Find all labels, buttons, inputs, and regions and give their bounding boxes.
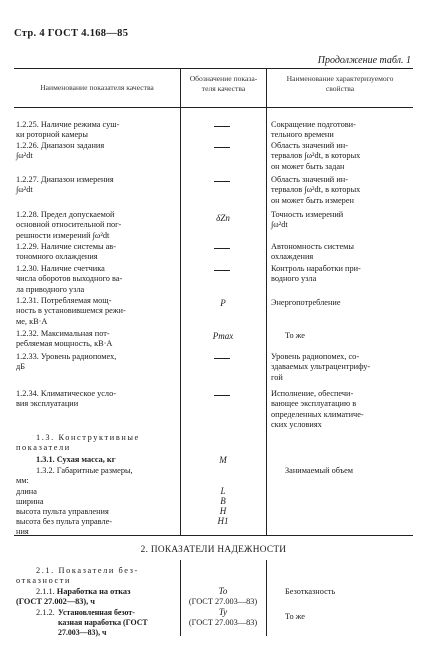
- row-property: Исполнение, обеспечи- вающее эксплуатацию в определенных климатиче- ских условиях: [271, 389, 364, 430]
- row-name: 1.2.32. Максимальная пот- ребляемая мощность, кВ·А: [16, 329, 113, 349]
- row-name: 1.2.33. Уровень радиопомех, дБ: [16, 352, 117, 372]
- row-property: Автономность системы охлаждения: [271, 242, 354, 262]
- row-symbol: P: [220, 298, 226, 308]
- row-property: Уровень радиопомех, со- здаваемых ультрацентрифу- гой: [271, 352, 371, 382]
- row-name: 1.2.25. Наличие режима суш- ки роторной камеры: [16, 120, 120, 140]
- row-name: 1.2.26. Диапазон задания ∫ω²dt: [16, 141, 105, 161]
- dimension-label: ширина: [16, 497, 44, 506]
- row-name: 1.2.31. Потребляемая мощ- ность в установившемся режи- ме, кВ·А: [16, 296, 126, 326]
- dimension-symbol: L: [220, 486, 226, 496]
- column-header-symbol: Обозначение показа- теля качества: [189, 74, 258, 93]
- row-symbol-dash: [214, 147, 230, 148]
- row-property: Занимаемый объем: [285, 466, 354, 475]
- column-header-property: Наименование характеризуемого свойства: [286, 74, 394, 93]
- row-name: 1.2.34. Климатическое усло- вия эксплуатации: [16, 389, 116, 409]
- row-symbol-dash: [214, 395, 230, 396]
- page-header: Стр. 4 ГОСТ 4.168—85: [14, 28, 129, 39]
- subsection-title-cont: отказности: [16, 576, 72, 585]
- row-name: Установленная безот- казная наработка (ГОСТ 27.003—83), ч: [58, 608, 148, 637]
- row-name: 1.2.28. Предел допускаемой основной относительной пог- решности измерений ∫ω²dt: [16, 210, 122, 240]
- row-symbol-ref: (ГОСТ 27.003—83): [188, 618, 258, 627]
- row-name: 2.1.1. Наработка на отказ: [36, 587, 131, 596]
- row-name-cont: мм:: [16, 476, 29, 485]
- table-top-rule: [14, 68, 413, 69]
- column-divider-2b: [266, 560, 267, 636]
- row-symbol: δZn: [216, 213, 230, 223]
- row-symbol-dash: [214, 270, 230, 271]
- row-name: 1.2.29. Наличие системы ав- тономного охлаждения: [16, 242, 116, 262]
- table-continuation-label: Продолжение табл. 1: [317, 55, 411, 66]
- row-symbol: Ty: [218, 607, 228, 617]
- subsection-title-cont: показатели: [16, 443, 71, 452]
- row-name-prefix: 2.1.2.: [36, 608, 55, 617]
- row-name-cont: (ГОСТ 27.002—83), ч: [16, 597, 95, 606]
- row-symbol-dash: [214, 126, 230, 127]
- row-symbol-dash: [214, 358, 230, 359]
- dimension-label: высота пульта управления: [16, 507, 109, 516]
- row-symbol-ref: (ГОСТ 27.003—83): [188, 597, 258, 606]
- row-property: Сокращение подготови- тельного времени: [271, 120, 356, 140]
- row-property: То же: [285, 331, 305, 340]
- dimension-symbol: H: [219, 506, 227, 516]
- subsection-title: 1.3. Конструктивные: [36, 433, 140, 442]
- subsection-title: 2.1. Показатели без-: [36, 566, 139, 575]
- row-symbol-dash: [214, 248, 230, 249]
- column-header-name: Наименование показателя качества: [40, 83, 154, 92]
- dimension-label: длина: [16, 487, 37, 496]
- row-name: 1.3.2. Габаритные размеры,: [36, 466, 133, 475]
- row-name: 1.2.30. Наличие счетчика числа оборотов выходного ва- ла приводного узла: [16, 264, 123, 294]
- row-property: Энергопотребление: [271, 298, 341, 307]
- section-heading: 2. ПОКАЗАТЕЛИ НАДЕЖНОСТИ: [140, 545, 287, 555]
- row-property: Контроль наработки при- водного узла: [271, 264, 361, 284]
- row-symbol-dash: [214, 181, 230, 182]
- row-property: Точность измерений ∫ω²dt: [271, 210, 344, 230]
- table-header-rule: [14, 107, 413, 108]
- dimension-symbol: B: [220, 496, 226, 506]
- row-property: Область значений ин- тервалов ∫ω²dt, в которых он может быть измерен: [271, 175, 361, 205]
- row-name: 1.3.1. Сухая масса, кг: [36, 455, 116, 464]
- row-property: Область значений ин- тервалов ∫ω²dt, в которых он может быть задан: [271, 141, 361, 171]
- row-symbol: M: [219, 455, 227, 465]
- row-name: 1.2.27. Диапазон измерения ∫ω²dt: [16, 175, 114, 195]
- row-property: Безотказность: [285, 587, 336, 596]
- row-symbol: To: [218, 586, 228, 596]
- row-property: То же: [285, 612, 305, 621]
- dimension-symbol: H1: [217, 516, 229, 526]
- dimension-label: высота без пульта управле- ния: [16, 517, 113, 537]
- column-divider-2: [266, 68, 267, 535]
- row-symbol: Pmax: [212, 331, 234, 341]
